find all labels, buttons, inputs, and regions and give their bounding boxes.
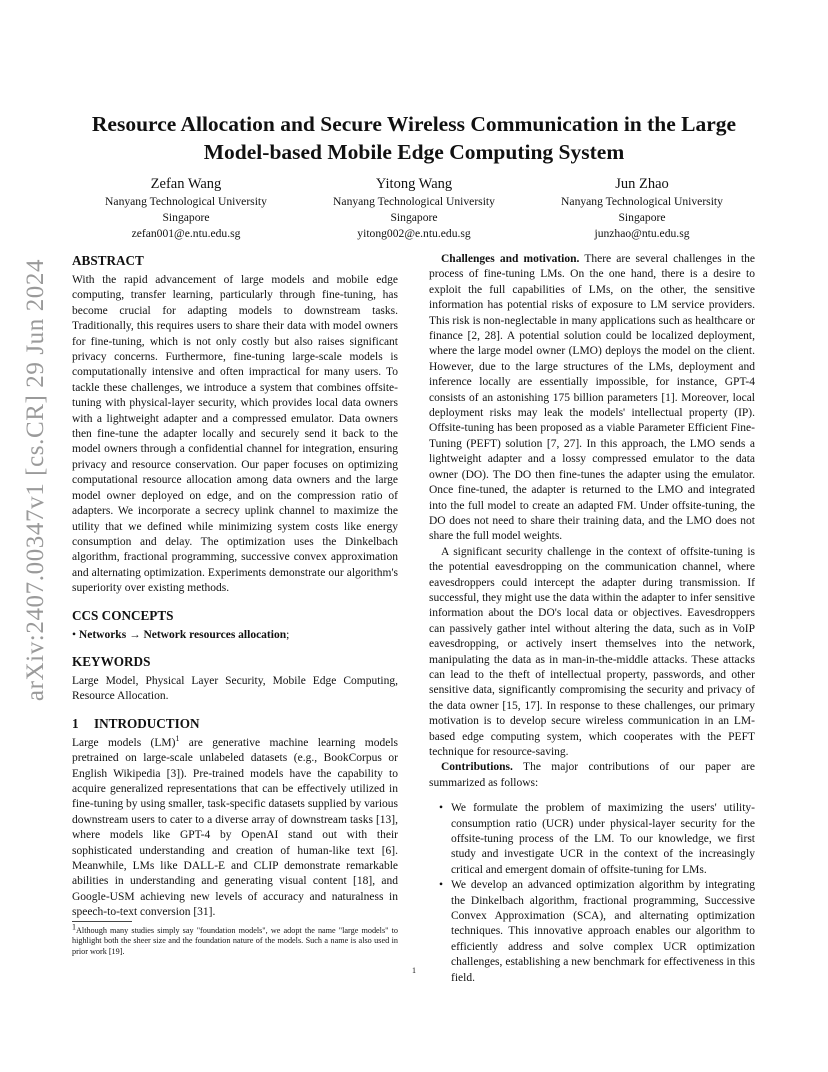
footnote-number: 1 bbox=[72, 922, 76, 932]
arxiv-stamp: arXiv:2407.00347v1 [cs.CR] 29 Jun 2024 bbox=[22, 258, 49, 702]
intro-text-rest: are generative machine learning models pretrained on large-scale unlabeled datasets (e.g., BookCorpus or English Wikipedia [3]). Pre-trained models have the capability to acquire generalized representations that can be effectively utilized in fine-tuning by using smaller, task-specific datasets supplied by various downstream users to cater to a diverse array of downstream tasks [13], where models like GPT-4 by OpenAI stand out with their sophisticated understanding and creation of human-like text [6]. Meanwhile, LMs like DALL-E and CLIP demonstrate remarkable abilities in understanding and generating visual content [18], and Google-USM achieving new levels of accuracy and naturalness in speech-to-text conversion [31]. bbox=[72, 736, 399, 919]
footnote-mark: 1 bbox=[175, 733, 180, 743]
author-3 bbox=[528, 174, 756, 242]
ccs-concepts bbox=[72, 628, 398, 643]
ccs-end: ; bbox=[286, 628, 290, 641]
footnote bbox=[72, 922, 398, 957]
list-item: • We formulate the problem of maximizing the users' utility-consumption ratio (UCR) under physical-layer security for the offsite-tuning process of the LM. To our knowledge, we first study and investigate UCR in the context of the increasingly critical and emergent domain of offsite-tuning for LMs. bbox=[451, 801, 755, 878]
contributions-paragraph bbox=[429, 760, 755, 791]
challenges-label: Challenges and motivation. bbox=[441, 253, 580, 265]
ccs-subconcept: Network resources allocation bbox=[143, 628, 287, 641]
ccs-heading: CCS CONCEPTS bbox=[72, 607, 174, 623]
paper-title: Resource Allocation and Secure Wireless Communication in the Large Model-based Mobile Edge Computing System bbox=[91, 112, 737, 164]
left-column bbox=[72, 252, 398, 921]
author-country: Singapore bbox=[618, 211, 666, 224]
section-number: 1 bbox=[72, 715, 79, 731]
introduction-paragraph bbox=[72, 733, 399, 921]
contributions-text: The major contributions of our paper are summarized as follows: bbox=[429, 761, 755, 789]
abstract-text: With the rapid advancement of large models and mobile edge computing, transfer learning, particularly through fine-tuning, has become crucial for adapting models to downstream tasks. Traditionally, this requires users to share their data with model owners for fine-tuning, which is not only costly but also raises significant privacy concerns. Furthermore, fine-tuning large-scale models is computationally intensive and often impractical for many users. To tackle these challenges, we introduce a system that combines offsite-tuning with physical-layer security, which provides local data owners with a lightweight adapter and a compressed emulator. Data owners then fine-tune the adapter locally and securely send it back to the model owners through a confidential channel for integration, ensuring privacy and resource conservation. Our paper focuses on optimizing computational resource allocation among data owners and the large model owner deployed on edge, and on the compression ratio of adapters. We incorporate a secrecy uplink channel to maximize the utility that we defined while minimizing system costs like energy consumption and delay. The optimization uses the Dinkelbach algorithm, fractional programming, successive convex approximation and alternating optimization. Experiments demonstrate our algorithm's superiority over existing methods. bbox=[72, 274, 398, 595]
list-item: • We develop an advanced optimization algorithm by integrating the Dinkelbach algorithm, fractional programming, Successive Convex Approximation (SCA), and alternating optimization techniques. This innovative approach enables our algorithm to efficiently address and solve complex UCR optimization challenges, establishing a new benchmark for effectiveness in this field. bbox=[451, 878, 755, 986]
author-country: Singapore bbox=[390, 211, 438, 224]
author-name: Jun Zhao bbox=[615, 176, 669, 192]
footnote-text: Although many studies simply say "foundation models", we adopt the name "large models" to highlight both the sheer size and the foundation nature of the models. Such a name is also used in prior work [19]. bbox=[72, 926, 398, 956]
author-email: zefan001@e.ntu.edu.sg bbox=[131, 227, 241, 240]
author-name: Yitong Wang bbox=[375, 176, 453, 192]
challenges-text: There are several challenges in the process of fine-tuning LMs. On the one hand, there is a desire to exploit the full capabilities of LMs, on the other, the sensitive information has potential risks of exposure to LM service providers. This risk is non-neglectable in many applications such as healthcare or finance [2, 28]. A potential solution could be localized deployment, where the large model owner (LMO) deploys the model on the client. However, due to the large structures of the LMs, deployment and inference locally are essentially impossible, for instance, GPT-4 consists of an astonishing 175 billion parameters [1]. Moreover, local deployment risks may leak the models' intellectual property (IP). Offsite-tuning has been proposed as a viable Parameter Efficient Fine-Tuning (PEFT) solution [7, 27]. In this approach, the LMO sends a lightweight adapter and a lossy compressed emulator to the data owner (DO). The DO then fine-tunes the adapter using the emulator. Once fine-tuned, the adapter is returned to the LMO and integrated into the full model to create an adapted FM. Under offsite-tuning, the DO does not need to share their training data, and the LMO does not share the full model weights. bbox=[429, 253, 755, 543]
abstract-heading: ABSTRACT bbox=[72, 253, 144, 268]
author-affiliation: Nanyang Technological University bbox=[333, 195, 495, 208]
page-number: 1 bbox=[412, 966, 416, 975]
security-paragraph: A significant security challenge in the context of offsite-tuning is the potential eavesdropping on the communication channel, where eavesdroppers could intercept the adapter during transmission. If successful, they might use the data within the adapter to infer sensitive information about the DO's local data or objectives. Eavesdroppers can passively gather intel without altering the data, such as in VoIP eavesdropping, or actively insert themselves into the network, manipulating the data as in man-in-the-middle attacks. These attacks can lead to the theft of intellectual property, passwords, and other sensitive data, significantly compromising the security and privacy of the data owner [15, 17]. In response to these challenges, our primary motivation is to develop secure wireless communication in an LM-based edge computing system, which cooperates with the PEFT technique for resource-saving. bbox=[429, 545, 755, 758]
intro-text-start: Large models (LM) bbox=[72, 736, 176, 749]
keywords-text: Large Model, Physical Layer Security, Mobile Edge Computing, Resource Allocation. bbox=[72, 674, 398, 703]
author-name: Zefan Wang bbox=[150, 176, 222, 192]
contributions-label: Contributions. bbox=[441, 761, 513, 774]
introduction-heading bbox=[72, 715, 398, 732]
section-title: INTRODUCTION bbox=[94, 715, 200, 731]
contributions-list bbox=[429, 801, 755, 986]
author-country: Singapore bbox=[162, 211, 210, 224]
challenges-paragraph bbox=[429, 252, 755, 545]
ccs-bullet: • bbox=[72, 628, 77, 641]
ccs-concept: Networks bbox=[78, 628, 127, 641]
ccs-arrow: → bbox=[129, 628, 141, 641]
author-affiliation: Nanyang Technological University bbox=[105, 195, 267, 208]
author-email: junzhao@ntu.edu.sg bbox=[594, 227, 690, 240]
author-email: yitong002@e.ntu.edu.sg bbox=[357, 227, 471, 240]
author-1 bbox=[72, 174, 300, 242]
author-2 bbox=[300, 174, 528, 242]
keywords-heading: KEYWORDS bbox=[72, 653, 151, 669]
right-column bbox=[429, 252, 755, 986]
author-affiliation: Nanyang Technological University bbox=[561, 195, 723, 208]
